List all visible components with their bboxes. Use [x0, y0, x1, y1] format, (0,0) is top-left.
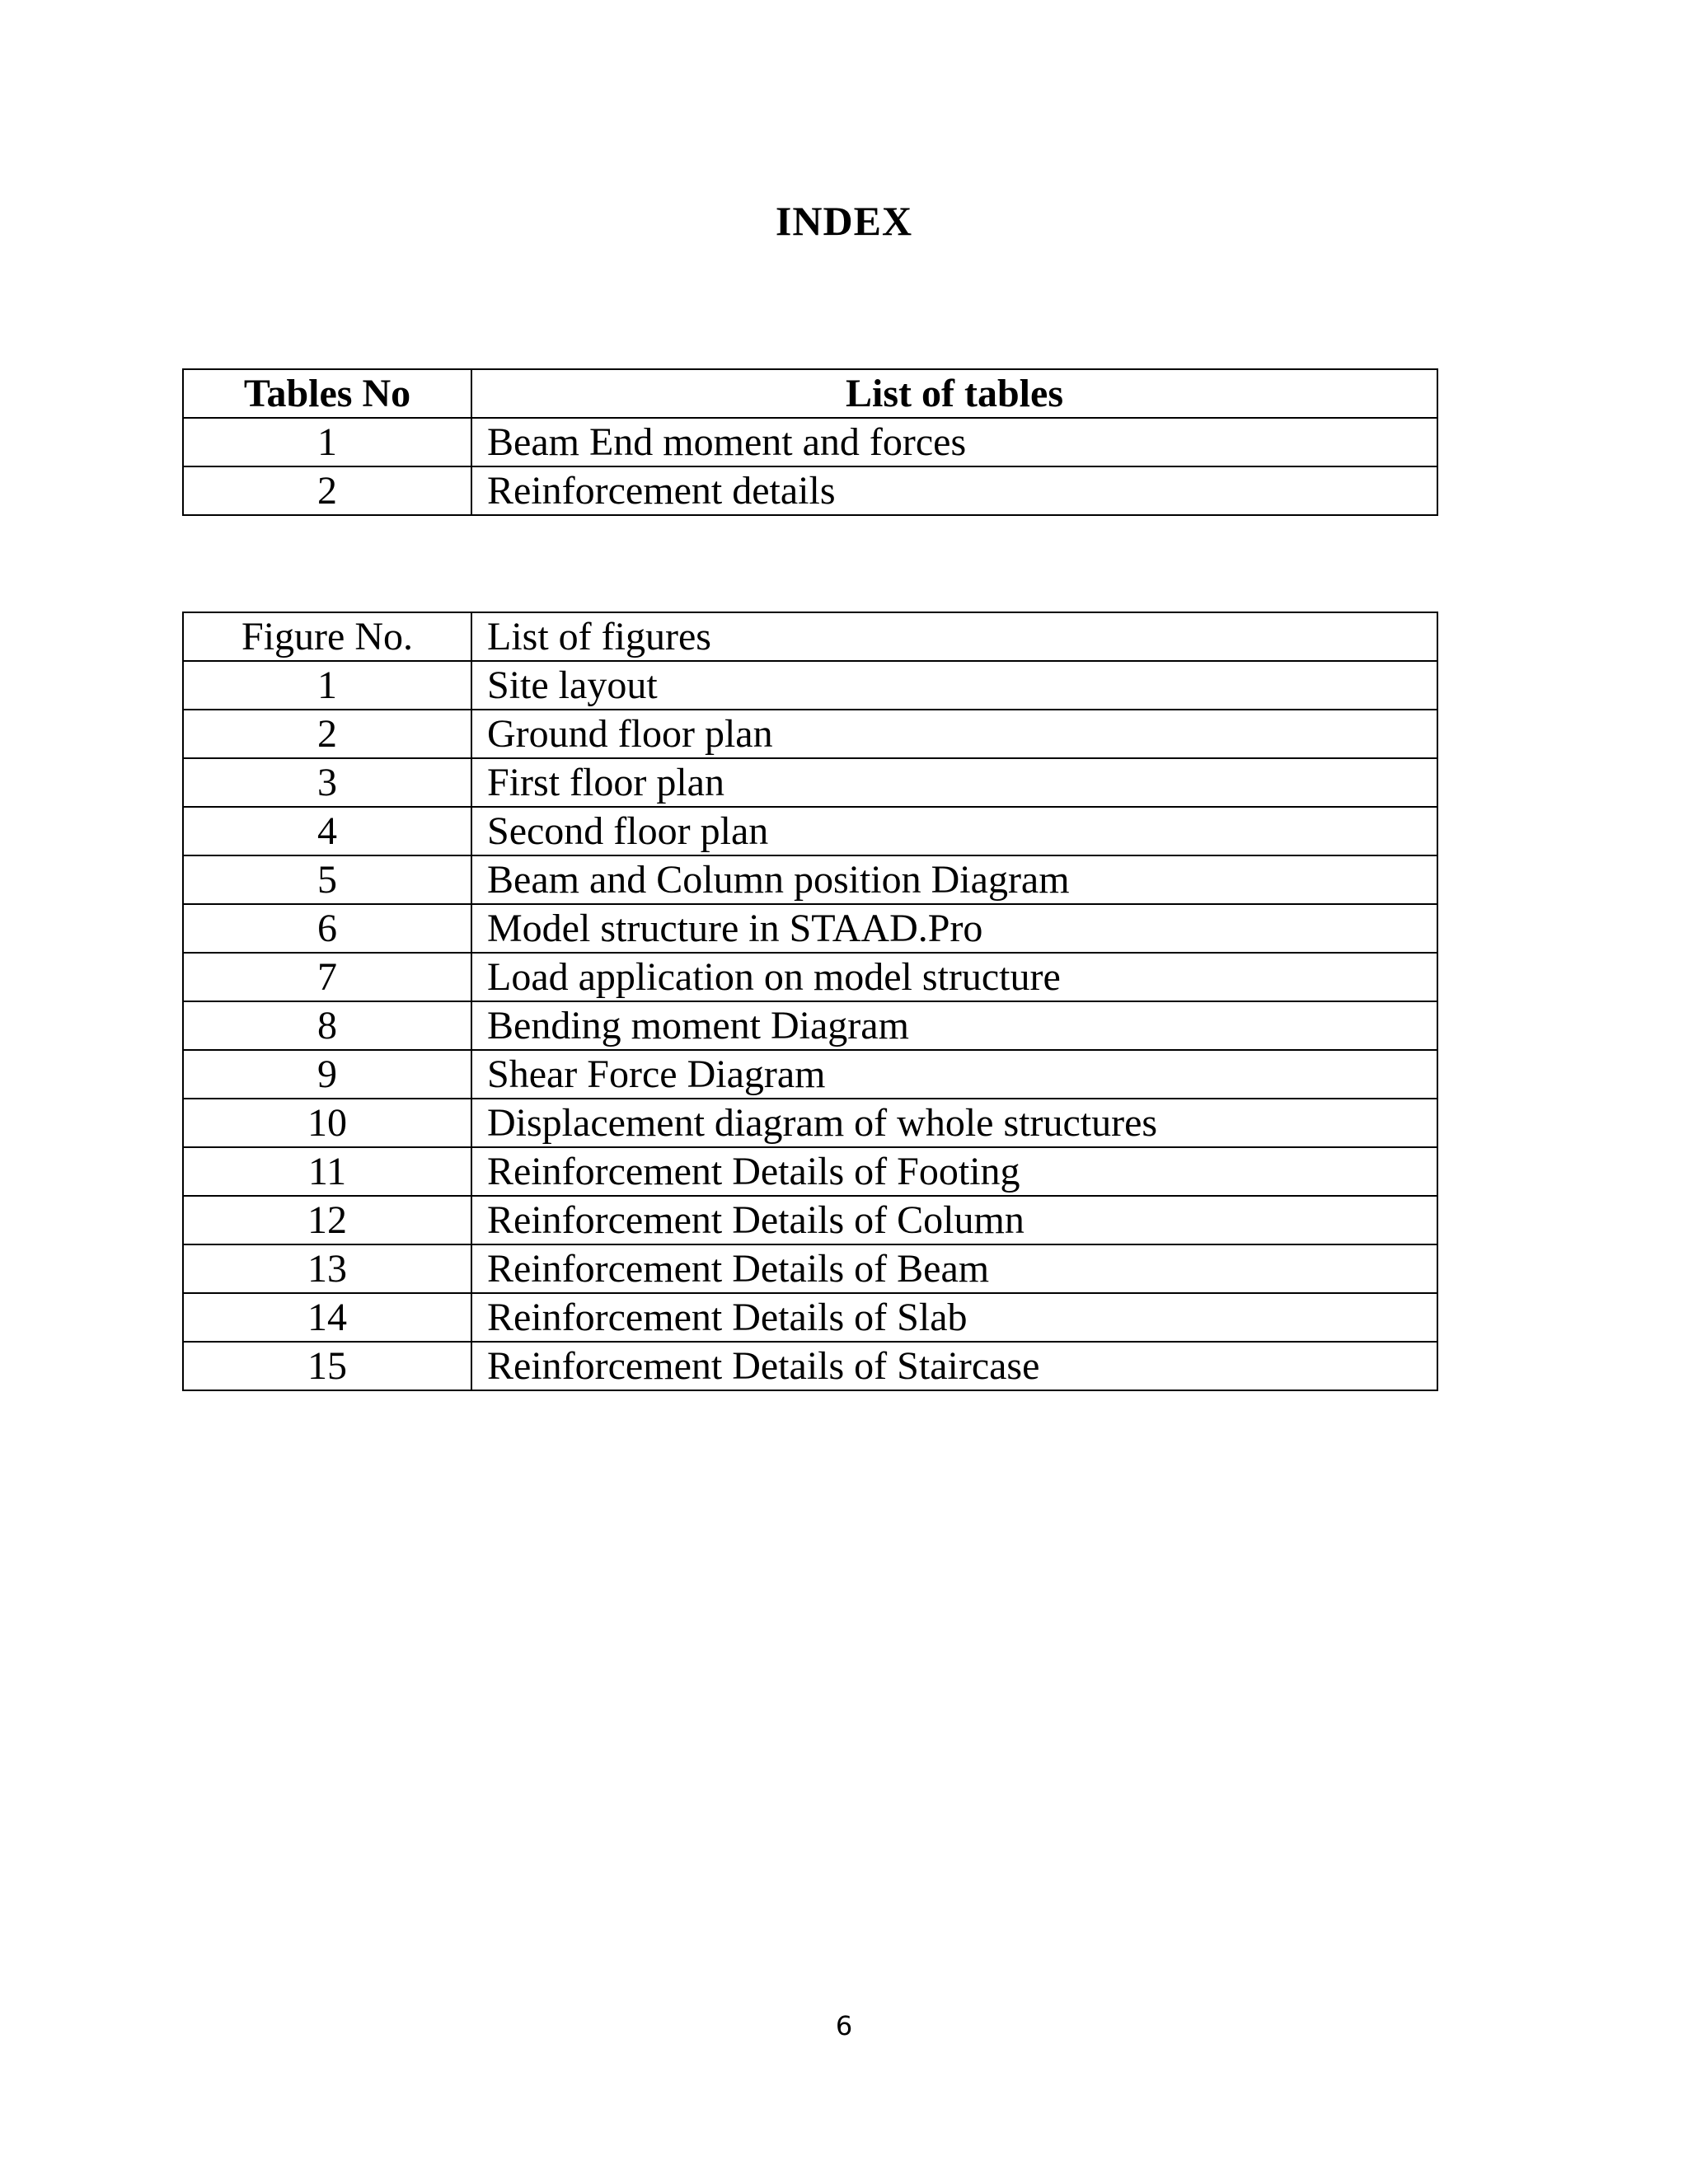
figure-number-cell: 13 — [183, 1244, 471, 1293]
figure-number-cell: 15 — [183, 1342, 471, 1390]
figure-row — [183, 1293, 1437, 1342]
figure-name-cell: Reinforcement Details of Column — [471, 1196, 1437, 1244]
figure-row — [183, 1196, 1437, 1244]
figure-name-cell: Site layout — [471, 661, 1437, 710]
list-of-tables-table — [182, 368, 1438, 516]
table-number-cell: 2 — [183, 466, 471, 515]
figure-name-cell: Reinforcement Details of Beam — [471, 1244, 1437, 1293]
figure-row — [183, 953, 1437, 1001]
figure-name-cell: Model structure in STAAD.Pro — [471, 904, 1437, 953]
figure-name-cell: Displacement diagram of whole structures — [471, 1099, 1437, 1147]
figure-name-cell: Bending moment Diagram — [471, 1001, 1437, 1050]
table-name-cell: Beam End moment and forces — [471, 418, 1437, 466]
figure-row — [183, 855, 1437, 904]
figure-row — [183, 904, 1437, 953]
figure-name-cell: Beam and Column position Diagram — [471, 855, 1437, 904]
figure-number-cell: 9 — [183, 1050, 471, 1099]
figure-row — [183, 1001, 1437, 1050]
figure-row — [183, 1342, 1437, 1390]
list-of-tables-header: List of tables — [471, 369, 1437, 418]
table-row — [183, 418, 1437, 466]
figure-number-cell: 4 — [183, 807, 471, 855]
figure-row — [183, 1050, 1437, 1099]
figure-number-cell: 6 — [183, 904, 471, 953]
figure-row — [183, 758, 1437, 807]
figure-row — [183, 1244, 1437, 1293]
list-of-figures-table — [182, 612, 1438, 1391]
figure-row — [183, 710, 1437, 758]
table-header-row — [183, 369, 1437, 418]
figure-name-cell: Reinforcement Details of Slab — [471, 1293, 1437, 1342]
figure-name-cell: Shear Force Diagram — [471, 1050, 1437, 1099]
figure-number-cell: 10 — [183, 1099, 471, 1147]
figure-name-cell: Reinforcement Details of Footing — [471, 1147, 1437, 1196]
figure-no-header: Figure No. — [183, 612, 471, 661]
figures-header-row — [183, 612, 1437, 661]
figure-number-cell: 5 — [183, 855, 471, 904]
figure-number-cell: 11 — [183, 1147, 471, 1196]
figure-name-cell: Ground floor plan — [471, 710, 1437, 758]
figure-number-cell: 3 — [183, 758, 471, 807]
page-title: INDEX — [775, 198, 913, 244]
figure-number-cell: 8 — [183, 1001, 471, 1050]
figure-row — [183, 661, 1437, 710]
figure-row — [183, 1099, 1437, 1147]
figure-number-cell: 2 — [183, 710, 471, 758]
figure-row — [183, 807, 1437, 855]
table-name-cell: Reinforcement details — [471, 466, 1437, 515]
page-number: 6 — [835, 2010, 853, 2041]
table-row — [183, 466, 1437, 515]
list-of-figures-header: List of figures — [471, 612, 1437, 661]
figure-row — [183, 1147, 1437, 1196]
figure-number-cell: 1 — [183, 661, 471, 710]
figure-name-cell: Load application on model structure — [471, 953, 1437, 1001]
figure-name-cell: Second floor plan — [471, 807, 1437, 855]
table-number-cell: 1 — [183, 418, 471, 466]
figure-name-cell: First floor plan — [471, 758, 1437, 807]
figure-number-cell: 7 — [183, 953, 471, 1001]
figure-name-cell: Reinforcement Details of Staircase — [471, 1342, 1437, 1390]
figure-number-cell: 12 — [183, 1196, 471, 1244]
tables-no-header: Tables No — [183, 369, 471, 418]
figure-number-cell: 14 — [183, 1293, 471, 1342]
